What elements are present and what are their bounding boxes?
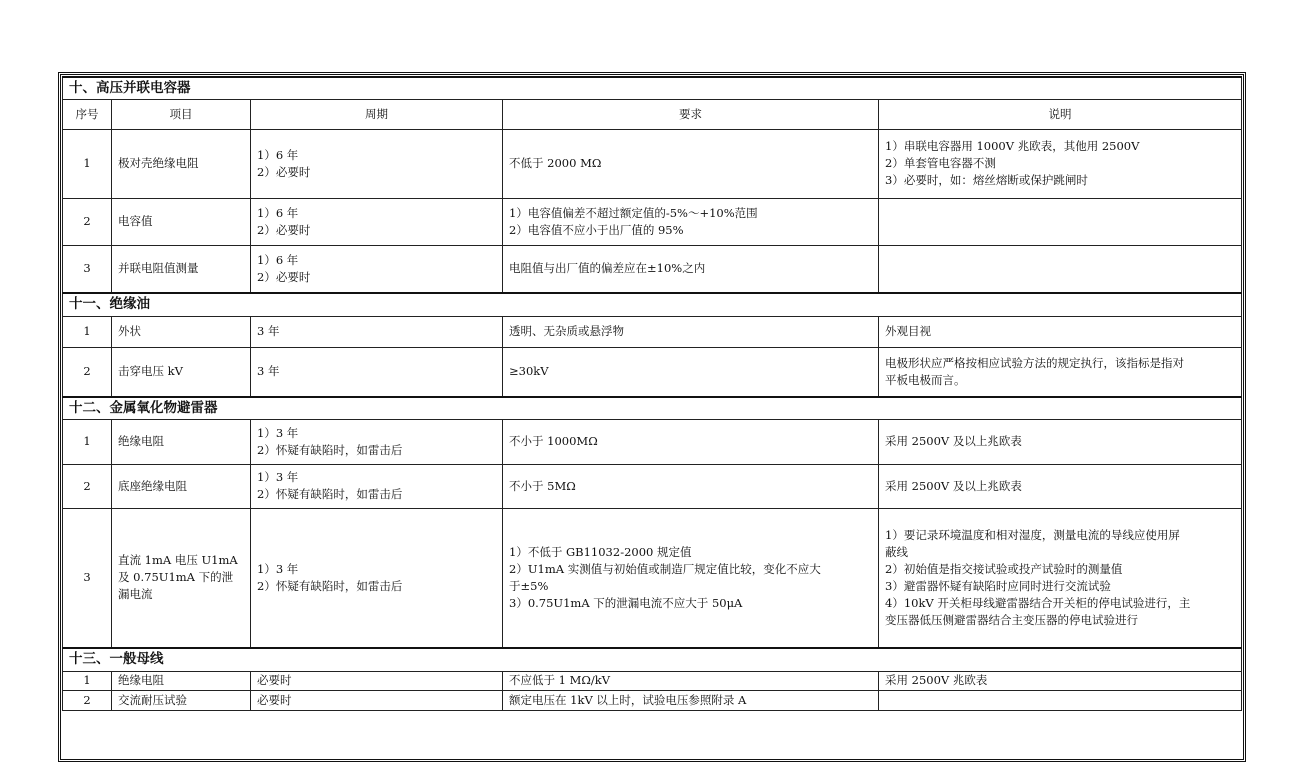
row-note: 采用 2500V 兆欧表 [879,671,1242,690]
row-requirement: 电阻值与出厂值的偏差应在±10%之内 [503,245,879,293]
table-row [63,419,1242,464]
table-row [63,316,1242,347]
row-no: 1 [63,129,112,198]
row-item: 底座绝缘电阻 [112,464,251,508]
section-title: 十三、一般母线 [63,648,1242,671]
section-header [63,648,1242,671]
section-title: 十二、金属氧化物避雷器 [63,397,1242,419]
row-item: 电容值 [112,198,251,245]
row-note [879,245,1242,293]
row-requirement: 不小于 1000MΩ [503,419,879,464]
row-no: 2 [63,347,112,397]
row-requirement: 1）不低于 GB11032-2000 规定值 2）U1mA 实测值与初始值或制造厂规定值比较，变化不应大 于±5% 3）0.75U1mA 下的泄漏电流不应大于 50μA [503,508,879,648]
table-row [63,671,1242,690]
row-no: 2 [63,690,112,710]
row-note: 采用 2500V 及以上兆欧表 [879,464,1242,508]
row-item: 极对壳绝缘电阻 [112,129,251,198]
row-note: 外观目视 [879,316,1242,347]
row-period: 必要时 [251,690,503,710]
test-spec-table [62,76,1242,711]
row-no: 2 [63,198,112,245]
row-no: 2 [63,464,112,508]
row-period: 1）6 年 2）必要时 [251,245,503,293]
header-cell-no: 序号 [63,99,112,129]
row-requirement: ≥30kV [503,347,879,397]
row-note: 1）要记录环境温度和相对湿度，测量电流的导线应使用屏 蔽线 2）初始值是指交接试验或投产试验时的测量值 3）避雷器怀疑有缺陷时应同时进行交流试验 4）10kV 开关柜母线避雷器结合开关柜的停电试验进行，主 变压器低压侧避雷器结合主变压器的停电试验进行 [879,508,1242,648]
row-note: 电极形状应严格按相应试验方法的规定执行，该指标是指对 平板电极而言。 [879,347,1242,397]
header-cell-item: 项目 [112,99,251,129]
spec-table-frame [58,72,1246,762]
row-period: 1）3 年 2）怀疑有缺陷时，如雷击后 [251,419,503,464]
row-period: 3 年 [251,316,503,347]
row-item: 交流耐压试验 [112,690,251,710]
row-item: 绝缘电阻 [112,419,251,464]
row-period: 1）3 年 2）怀疑有缺陷时，如雷击后 [251,508,503,648]
row-requirement: 不应低于 1 MΩ/kV [503,671,879,690]
header-cell-note: 说明 [879,99,1242,129]
row-period: 3 年 [251,347,503,397]
header-cell-requirement: 要求 [503,99,879,129]
row-item: 绝缘电阻 [112,671,251,690]
row-requirement: 1）电容值偏差不超过额定值的-5%～+10%范围 2）电容值不应小于出厂值的 95% [503,198,879,245]
section-title: 十、高压并联电容器 [63,77,1242,99]
row-item: 外状 [112,316,251,347]
header-cell-period: 周期 [251,99,503,129]
row-period: 1）6 年 2）必要时 [251,129,503,198]
table-row [63,347,1242,397]
row-item: 击穿电压 kV [112,347,251,397]
row-note [879,690,1242,710]
row-note: 1）串联电容器用 1000V 兆欧表，其他用 2500V 2）单套管电容器不测 3）必要时，如：熔丝熔断或保护跳闸时 [879,129,1242,198]
table-row [63,198,1242,245]
row-requirement: 不低于 2000 MΩ [503,129,879,198]
row-note [879,198,1242,245]
row-no: 3 [63,245,112,293]
row-no: 3 [63,508,112,648]
row-item: 直流 1mA 电压 U1mA 及 0.75U1mA 下的泄 漏电流 [112,508,251,648]
row-no: 1 [63,419,112,464]
section-header [63,293,1242,316]
section-header [63,397,1242,419]
section-title: 十一、绝缘油 [63,293,1242,316]
row-requirement: 额定电压在 1kV 以上时，试验电压参照附录 A [503,690,879,710]
table-row [63,129,1242,198]
row-period: 1）3 年 2）怀疑有缺陷时，如雷击后 [251,464,503,508]
row-period: 1）6 年 2）必要时 [251,198,503,245]
table-row [63,245,1242,293]
row-requirement: 透明、无杂质或悬浮物 [503,316,879,347]
table-row [63,508,1242,648]
table-row [63,690,1242,710]
row-item: 并联电阻值测量 [112,245,251,293]
row-no: 1 [63,316,112,347]
row-note: 采用 2500V 及以上兆欧表 [879,419,1242,464]
section-header [63,77,1242,99]
row-requirement: 不小于 5MΩ [503,464,879,508]
row-no: 1 [63,671,112,690]
row-period: 必要时 [251,671,503,690]
table-header-row [63,99,1242,129]
table-row [63,464,1242,508]
